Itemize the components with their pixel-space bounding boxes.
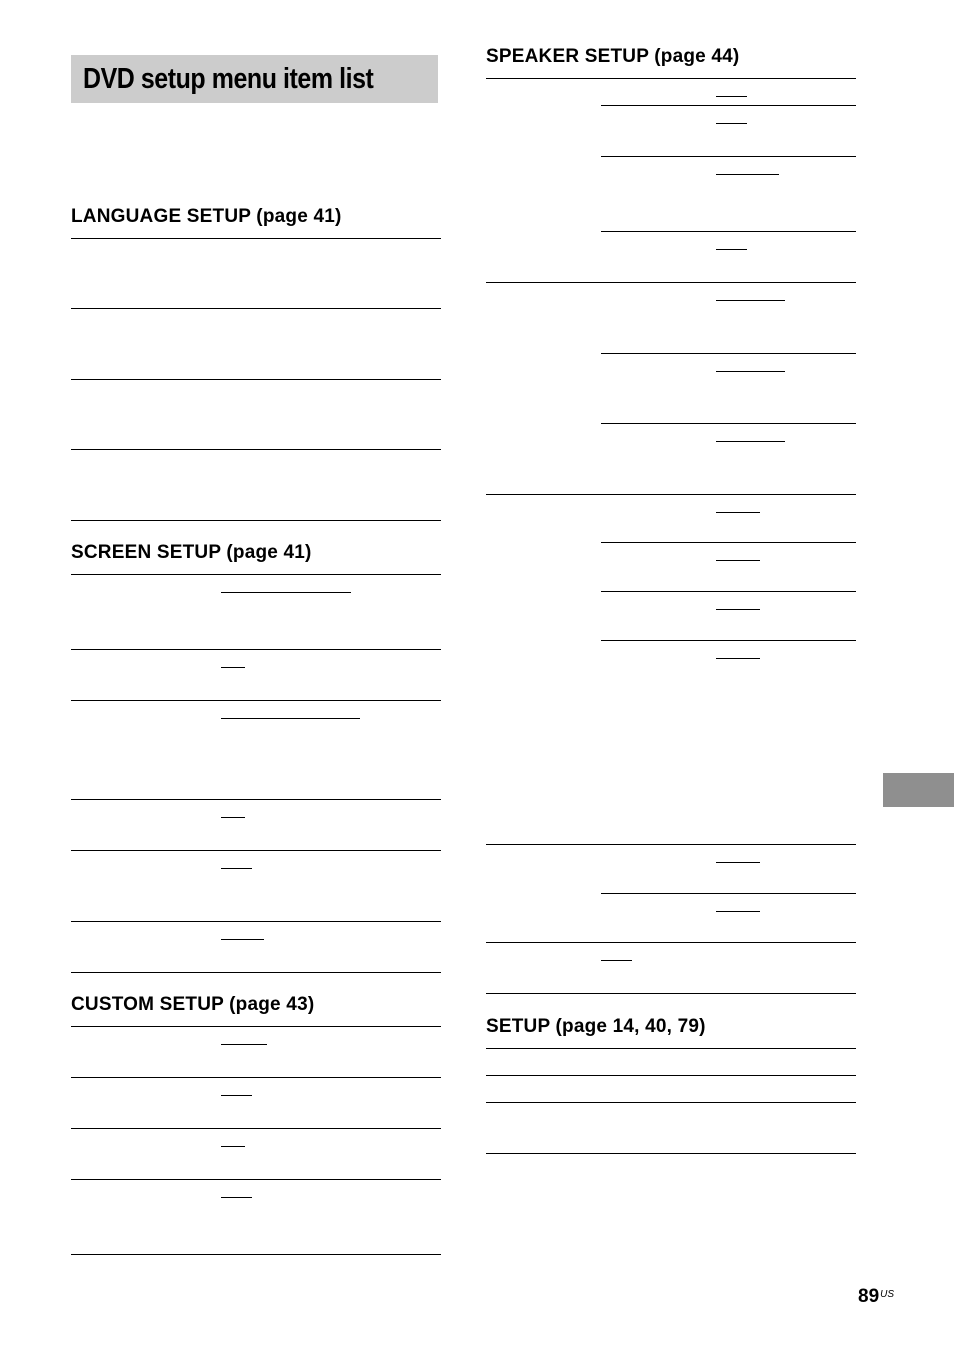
default-setting-underline — [716, 174, 779, 175]
default-setting-underline — [716, 560, 760, 561]
speaker-setup-name: SPEAKER SETUP — [486, 46, 649, 67]
screen-rule-bottom — [71, 972, 441, 973]
speaker-subrule — [601, 231, 856, 232]
speaker-rule — [486, 282, 856, 283]
speaker-rule — [486, 494, 856, 495]
default-setting-underline — [221, 868, 252, 869]
language-rule — [71, 379, 441, 380]
default-setting-underline — [221, 939, 264, 940]
screen-rule — [71, 649, 441, 650]
speaker-rule-bottom — [486, 993, 856, 994]
custom-rule-top — [71, 1026, 441, 1027]
default-setting-underline — [716, 96, 747, 97]
setup-heading — [486, 1016, 706, 1038]
page-title: DVD setup menu item list — [83, 63, 374, 95]
page-number-suffix: US — [880, 1289, 895, 1300]
setup-rule — [486, 1075, 856, 1076]
language-setup-page-ref: (page 41) — [256, 206, 342, 227]
screen-rule — [71, 799, 441, 800]
speaker-setup-heading — [486, 46, 739, 68]
screen-setup-page-ref: (page 41) — [226, 542, 312, 563]
setup-rule-top — [486, 1048, 856, 1049]
speaker-subrule — [601, 156, 856, 157]
screen-rule — [71, 700, 441, 701]
default-setting-underline — [601, 960, 632, 961]
speaker-subrule — [601, 423, 856, 424]
default-setting-underline — [716, 123, 747, 124]
language-rule — [71, 308, 441, 309]
language-rule-bottom — [71, 520, 441, 521]
default-setting-underline — [221, 1146, 245, 1147]
default-setting-underline — [716, 441, 785, 442]
default-setting-underline — [716, 609, 760, 610]
speaker-rule-top — [486, 78, 856, 79]
custom-rule-bottom — [71, 1254, 441, 1255]
custom-rule — [71, 1179, 441, 1180]
speaker-subrule — [601, 105, 856, 106]
default-setting-underline — [221, 1197, 252, 1198]
language-setup-name: LANGUAGE SETUP — [71, 206, 251, 227]
default-setting-underline — [716, 371, 785, 372]
screen-rule — [71, 921, 441, 922]
custom-rule — [71, 1077, 441, 1078]
speaker-setup-page-ref: (page 44) — [654, 46, 740, 67]
language-rule-top — [71, 238, 441, 239]
custom-setup-name: CUSTOM SETUP — [71, 994, 224, 1015]
screen-setup-name: SCREEN SETUP — [71, 542, 221, 563]
setup-rule — [486, 1102, 856, 1103]
setup-name: SETUP — [486, 1016, 551, 1037]
default-setting-underline — [716, 658, 760, 659]
speaker-rule — [486, 942, 856, 943]
default-setting-underline — [221, 592, 351, 593]
default-setting-underline — [221, 1044, 267, 1045]
default-setting-underline — [716, 911, 760, 912]
default-setting-underline — [716, 249, 747, 250]
default-setting-underline — [221, 667, 245, 668]
page-number-value: 89 — [858, 1286, 880, 1307]
speaker-subrule — [601, 893, 856, 894]
default-setting-underline — [221, 718, 360, 719]
setup-page-ref: (page 14, 40, 79) — [555, 1016, 706, 1037]
screen-setup-heading — [71, 542, 312, 564]
speaker-subrule — [601, 640, 856, 641]
language-setup-heading — [71, 206, 342, 228]
language-rule — [71, 449, 441, 450]
custom-setup-heading — [71, 994, 314, 1016]
page-number — [858, 1286, 894, 1308]
default-setting-underline — [221, 1095, 252, 1096]
default-setting-underline — [716, 512, 760, 513]
speaker-subrule — [601, 353, 856, 354]
setup-rule-bottom — [486, 1153, 856, 1154]
speaker-rule — [486, 844, 856, 845]
speaker-subrule — [601, 591, 856, 592]
default-setting-underline — [716, 300, 785, 301]
custom-rule — [71, 1128, 441, 1129]
chapter-tab-marker — [883, 773, 954, 807]
custom-setup-page-ref: (page 43) — [229, 994, 315, 1015]
screen-rule — [71, 850, 441, 851]
speaker-subrule — [601, 542, 856, 543]
default-setting-underline — [716, 862, 760, 863]
screen-rule-top — [71, 574, 441, 575]
default-setting-underline — [221, 817, 245, 818]
page-title-box — [71, 55, 438, 103]
